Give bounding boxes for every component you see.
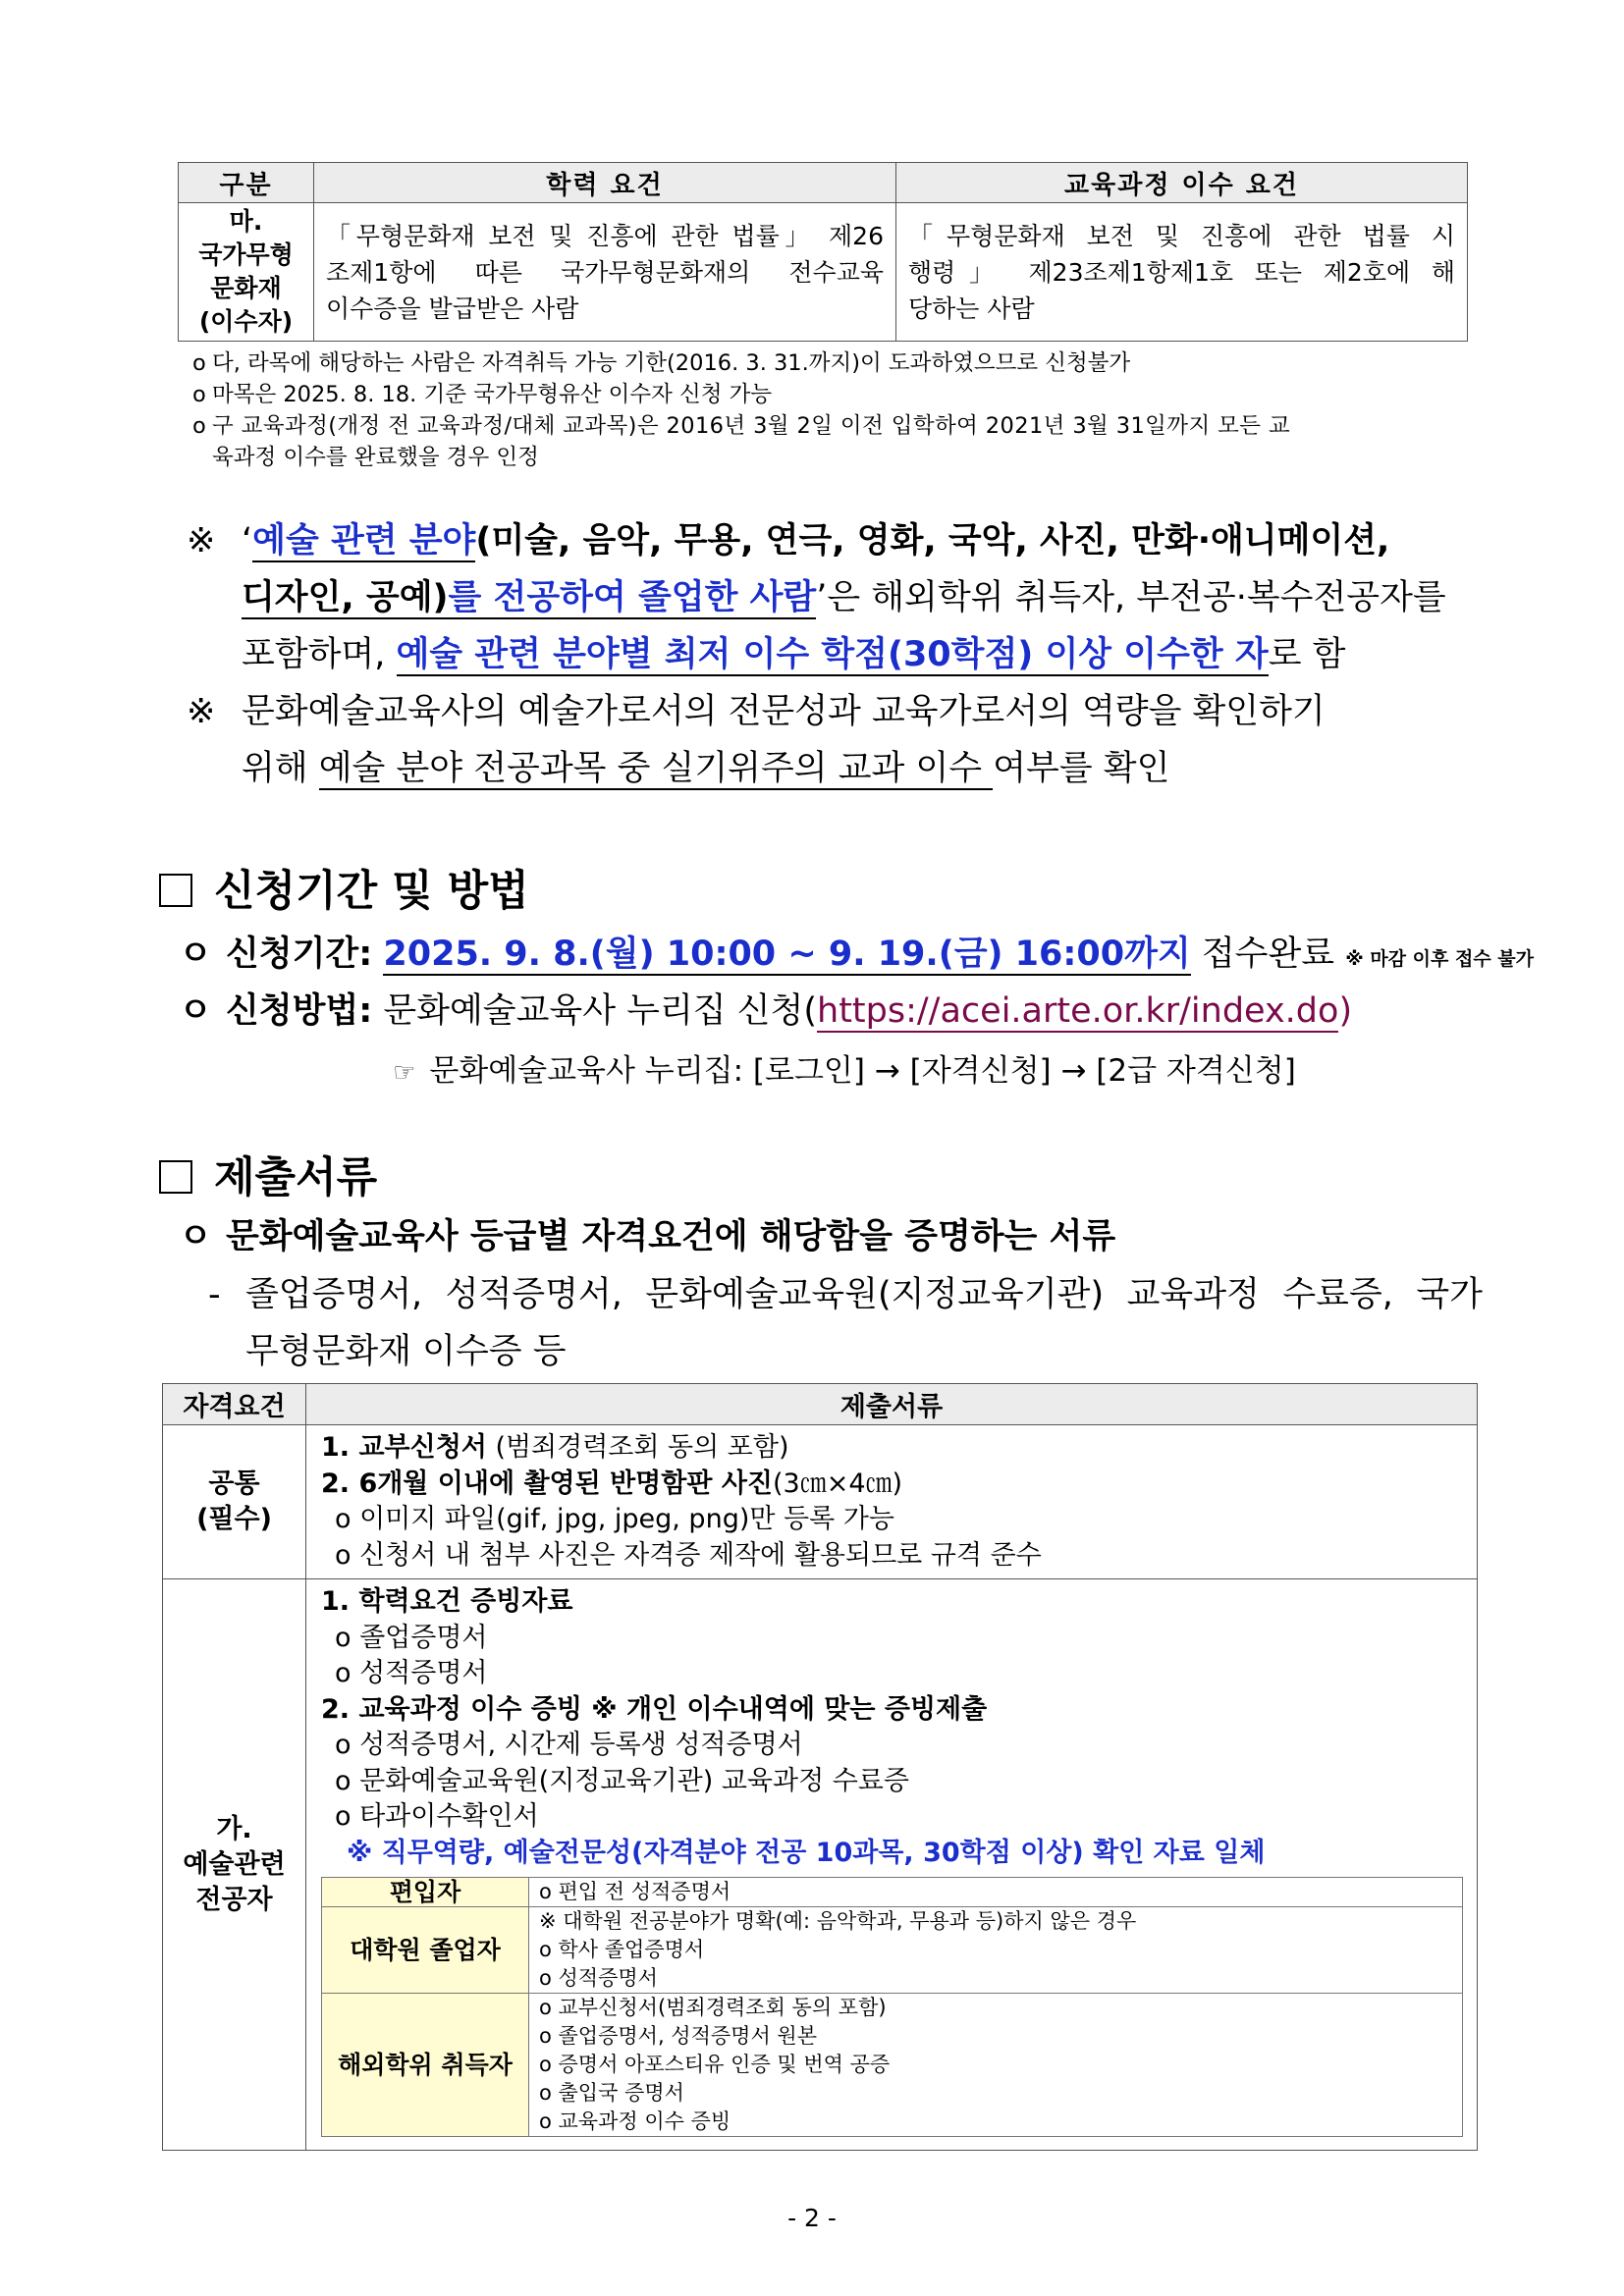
doc-heading: 1. 학력요건 증빙자료 xyxy=(321,1586,573,1617)
apply-path-line xyxy=(393,1045,1296,1090)
doc-line xyxy=(321,1467,1466,1503)
period-suffix: 접수완료 xyxy=(1190,934,1335,974)
cell-line: 이수증을 발급받은 사람 xyxy=(326,294,579,323)
dash-line: 졸업증명서, 성적증명서, 문화예술교육원(지정교육기관) 교육과정 수료증, 국가 xyxy=(245,1275,1483,1314)
category-cell xyxy=(179,203,314,342)
doc-line: o 이미지 파일(gif, jpg, jpeg, png)만 등록 가능 xyxy=(335,1504,894,1534)
special-cases-table xyxy=(321,1877,1463,2137)
note-item xyxy=(192,410,1469,442)
remark-arts-field xyxy=(187,512,1483,683)
plain-text: ’은 해외학위 취득자, 부전공·복수전공자를 xyxy=(816,578,1446,617)
requirement-label-arts xyxy=(163,1579,306,2151)
remark-line xyxy=(242,569,1483,626)
table-header-row xyxy=(179,163,1468,203)
doc-bold: 반명함판 사진 xyxy=(610,1468,773,1499)
note-bullet: o xyxy=(192,350,206,376)
paren-close: ) xyxy=(1338,991,1353,1031)
case-docs xyxy=(529,1994,1463,2137)
category-line: 마. xyxy=(229,207,263,236)
table-row xyxy=(179,203,1468,342)
note-text: 구 교육과정(개정 전 교육과정/대체 교과목)은 2016년 3월 2일 이전 입학하여 2021년 3월 31일까지 모든 교 xyxy=(212,413,1291,439)
table-header-row xyxy=(163,1384,1478,1425)
doc-line: o 문화예술교육원(지정교육기관) 교육과정 수료증 xyxy=(335,1765,909,1796)
doc-heading: 2. 교육과정 이수 증빙 ※ 개인 이수내역에 맞는 증빙제출 xyxy=(321,1693,988,1725)
quote-open: ‘ xyxy=(242,521,253,561)
case-doc-line: o 교부신청서(범죄경력조회 동의 포함) xyxy=(539,1996,887,2019)
case-doc-line: ※ 대학원 전공분야가 명확(예: 음악학과, 무용과 등)하지 않은 경우 xyxy=(539,1909,1137,1933)
cell-line: 「무형문화재 보전 및 진흥에 관한 법률 시 xyxy=(908,221,1455,250)
case-docs xyxy=(529,1878,1463,1907)
pointing-hand-icon: ☞ xyxy=(393,1058,416,1088)
doc-bold: 2. 6개월 이내에 촬영된 xyxy=(321,1468,611,1499)
note-text: 육과정 이수를 완료했을 경우 인정 xyxy=(212,445,539,470)
remark-line xyxy=(242,512,1483,569)
section-heading-text: 신청기간 및 방법 xyxy=(214,867,529,916)
remark-line xyxy=(242,740,1483,797)
plain-text: 여부를 확인 xyxy=(993,749,1170,788)
doc-bold: 1. 교부신청서 xyxy=(321,1432,487,1463)
case-doc-line: o 출입국 증명서 xyxy=(539,2081,684,2105)
page-number: - 2 - xyxy=(787,2204,837,2232)
doc-note: ※ 직무역량, 예술전문성(자격분야 전공 10과목, 30학점 이상) 확인 자료 일체 xyxy=(347,1837,1266,1868)
label-line: 전공자 xyxy=(195,1884,273,1915)
case-doc-line: o 학사 졸업증명서 xyxy=(539,1938,705,1961)
category-line: (이수자) xyxy=(198,307,294,336)
doc-line: o 졸업증명서 xyxy=(335,1622,488,1653)
case-label: 대학원 졸업자 xyxy=(322,1907,529,1994)
table-header-cell: 구분 xyxy=(179,163,314,203)
bullet-icon: ㅇ xyxy=(179,934,212,974)
section-heading-apply xyxy=(159,858,529,918)
apply-path-text: 문화예술교육사 누리집: [로그인] → [자격신청] → [2급 자격신청] xyxy=(429,1053,1296,1089)
doc-line xyxy=(321,1430,1466,1467)
remark-line xyxy=(242,626,1483,683)
eligibility-table xyxy=(178,162,1468,342)
dash-line: 무형문화재 이수증 등 xyxy=(245,1332,567,1371)
docs-bullet-line xyxy=(179,1207,1115,1266)
table-row xyxy=(322,1907,1463,1994)
note-item xyxy=(192,379,1469,410)
table-header-cell: 제출서류 xyxy=(306,1384,1478,1425)
highlight-text: 를 전공하여 졸업한 사람 xyxy=(448,578,817,617)
case-doc-line: o 교육과정 이수 증빙 xyxy=(539,2109,731,2133)
table-header-cell: 자격요건 xyxy=(163,1384,306,1425)
education-requirement-cell xyxy=(314,203,896,342)
course-requirement-cell xyxy=(896,203,1468,342)
table-row xyxy=(322,1994,1463,2137)
label-line: (필수) xyxy=(196,1504,272,1534)
bold-text: 디자인, 공예) xyxy=(242,578,449,617)
plain-text: 위해 xyxy=(242,749,319,788)
doc-line: o 타과이수확인서 xyxy=(335,1801,539,1832)
remark-mark: ※ xyxy=(187,521,216,561)
table-row xyxy=(322,1878,1463,1907)
documents-cell-arts xyxy=(306,1579,1478,2151)
label-line: 가. xyxy=(216,1813,252,1844)
note-item xyxy=(192,442,1469,473)
table-header-cell: 교육과정 이수 요건 xyxy=(896,163,1468,203)
doc-text: (3㎝×4㎝) xyxy=(773,1468,903,1499)
label-line: 예술관련 xyxy=(183,1848,286,1880)
note-text: 다, 라목에 해당하는 사람은 자격취득 가능 기한(2016. 3. 31.까지)이 도과하였으므로 신청불가 xyxy=(212,350,1131,376)
plain-text: 로 함 xyxy=(1268,635,1346,674)
doc-line: o 성적증명서, 시간제 등록생 성적증명서 xyxy=(335,1730,803,1760)
note-item xyxy=(192,347,1469,379)
doc-text: (범죄경력조회 동의 포함) xyxy=(486,1432,789,1463)
category-line: 문화재 xyxy=(210,274,282,302)
docs-bullet-text: 문화예술교육사 등급별 자격요건에 해당함을 증명하는 서류 xyxy=(226,1217,1116,1256)
case-label: 편입자 xyxy=(322,1878,529,1907)
remark-line: 문화예술교육사의 예술가로서의 전문성과 교육가로서의 역량을 확인하기 xyxy=(242,692,1326,731)
cell-line: 조제1항에 따른 국가무형문화재의 전수교육 xyxy=(326,257,884,287)
method-value: 문화예술교육사 누리집 신청( xyxy=(372,991,818,1031)
cell-line: 당하는 사람 xyxy=(908,294,1035,323)
bold-text: (미술, 음악, 무용, 연극, 영화, 국악, 사진, 만화·애니메이션, xyxy=(475,521,1390,561)
section-heading-text: 제출서류 xyxy=(214,1153,378,1202)
case-doc-line: o 증명서 아포스티유 인증 및 번역 공증 xyxy=(539,2053,891,2076)
requirement-label-common xyxy=(163,1425,306,1579)
period-note: ※ 마감 이후 접수 불가 xyxy=(1345,948,1534,970)
label-line: 공통 xyxy=(208,1468,260,1499)
dash-mark: - xyxy=(208,1275,221,1314)
note-bullet: o xyxy=(192,382,206,407)
highlight-text: 예술 관련 분야별 최저 이수 학점(30학점) 이상 이수한 자 xyxy=(396,635,1269,674)
cell-line: 「무형문화재 보전 및 진흥에 관한 법률」 제26 xyxy=(326,221,884,250)
doc-line: o 성적증명서 xyxy=(335,1658,488,1688)
period-value: 2025. 9. 8.(월) 10:00 ~ 9. 19.(금) 16:00까지 xyxy=(383,934,1191,974)
table-header-cell: 학력 요건 xyxy=(314,163,896,203)
case-label: 해외학위 취득자 xyxy=(322,1994,529,2137)
nuri-site-link[interactable]: https://acei.arte.or.kr/index.do xyxy=(817,991,1339,1031)
note-text: 마목은 2025. 8. 18. 기준 국가무형유산 이수자 신청 가능 xyxy=(212,382,773,407)
documents-table xyxy=(162,1383,1478,2151)
method-label: 신청방법: xyxy=(226,991,373,1031)
note-bullet: o xyxy=(192,413,207,439)
case-doc-line: o 졸업증명서, 성적증명서 원본 xyxy=(539,2024,817,2048)
section-heading-docs xyxy=(159,1145,377,1204)
remark-practical-course xyxy=(187,683,1483,797)
table-row xyxy=(163,1425,1478,1579)
documents-cell-common xyxy=(306,1425,1478,1579)
cell-line: 행령」 제23조제1항제1호 또는 제2호에 해 xyxy=(908,257,1455,287)
table-row xyxy=(163,1579,1478,2151)
underlined-text: 예술 분야 전공과목 중 실기위주의 교과 이수 xyxy=(318,749,994,788)
bullet-icon: ㅇ xyxy=(179,1217,212,1256)
apply-period-line xyxy=(179,925,1534,988)
case-docs xyxy=(529,1907,1463,1994)
doc-line: o 신청서 내 첨부 사진은 자격증 제작에 활용되므로 규격 준수 xyxy=(335,1539,1042,1571)
bullet-icon: ㅇ xyxy=(179,991,212,1031)
case-doc-line: o 성적증명서 xyxy=(539,1966,658,1990)
period-label: 신청기간: xyxy=(226,934,373,974)
plain-text: 포함하며, xyxy=(242,635,397,674)
category-line: 국가무형 xyxy=(198,240,294,269)
checkbox-square-icon xyxy=(159,874,192,907)
remark-mark: ※ xyxy=(187,692,216,731)
checkbox-square-icon xyxy=(159,1160,192,1194)
case-doc-line: o 편입 전 성적증명서 xyxy=(539,1880,731,1903)
table-notes xyxy=(192,347,1469,473)
docs-dash-item xyxy=(208,1266,1483,1380)
highlight-text: 예술 관련 분야 xyxy=(252,521,476,561)
apply-method-line xyxy=(179,982,1352,1041)
